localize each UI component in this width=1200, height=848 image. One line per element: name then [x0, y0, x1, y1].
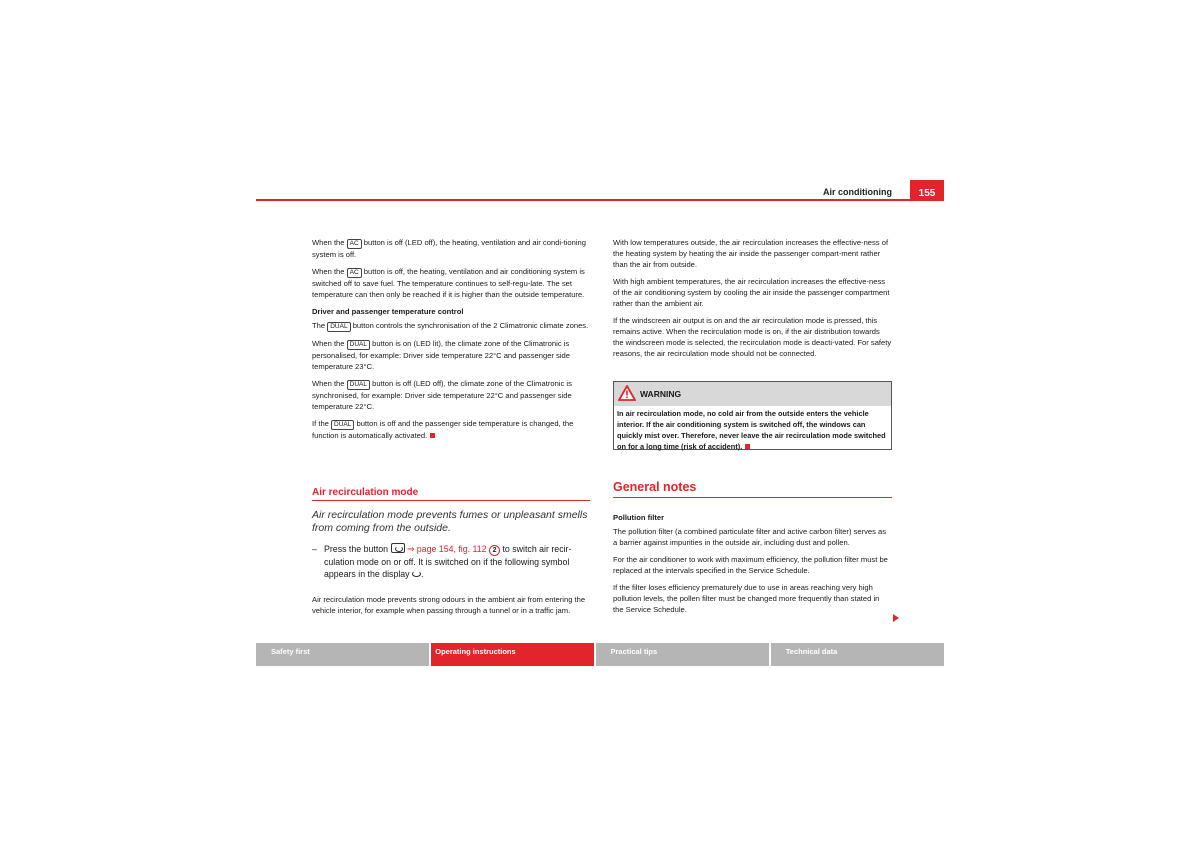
paragraph-dual-sync: The DUAL button controls the synchronisation of the 2 Climatronic climate zones.	[312, 321, 589, 330]
paragraph-dual-on: When the DUAL button is on (LED lit), the climate zone of the Climatronic is personalised, for example: Driver side temperature 22°C and passenger side temperature 23°C.	[312, 339, 570, 371]
callout-number: 2	[489, 545, 500, 556]
ac-key: AC	[347, 239, 362, 249]
temperature-control-subhead: Driver and passenger temperature control	[312, 307, 464, 316]
tab-practical-tips[interactable]: Practical tips	[596, 643, 769, 666]
general-notes-section	[613, 480, 892, 621]
air-recirculation-symbol-icon	[412, 571, 421, 577]
paragraph-dual-auto: If the DUAL button is off and the passenger side temperature is changed, the function is automatically activated.	[312, 419, 574, 440]
tab-safety-first[interactable]: Safety first	[256, 643, 429, 666]
paragraph-ac-fuel: When the AC button is off, the heating, ventilation and air conditioning system is switched off to save fuel. The temperature continues to self-regu-late. The set temperature can then only be reached if it is higher than the outside temperature.	[312, 267, 585, 299]
step-dash: –	[312, 544, 317, 554]
paragraph-filter-replace: For the air conditioner to work with maximum efficiency, the pollution filter must be replaced at the intervals specified in the Service Schedule.	[613, 555, 888, 575]
warning-title: WARNING	[640, 389, 682, 399]
paragraph-filter-purpose: The pollution filter (a combined particulate filter and active carbon filter) serves as a barrier against impurities in the outside air, including dust and pollen.	[613, 527, 887, 547]
air-recirculation-intro: Air recirculation mode prevents fumes or unpleasant smells from coming from the outside.	[312, 509, 588, 534]
instruction-step: – Press the button ⇒ page 154, fig. 112 2 to switch air recir-culation mode on or off. It is switched on if the following symbol appears in the display .	[312, 544, 572, 579]
paragraph-ac-off: When the AC button is off (LED off), the heating, ventilation and air condi-tioning system is off.	[312, 238, 586, 259]
pollution-filter-subhead: Pollution filter	[613, 513, 665, 522]
warning-triangle-icon	[618, 385, 636, 401]
warning-header	[614, 382, 891, 406]
chapter-title: Air conditioning	[823, 187, 892, 197]
right-column	[613, 237, 892, 365]
footer-navigation	[256, 643, 944, 666]
figure-reference-link[interactable]: ⇒ page 154, fig. 112	[406, 544, 487, 554]
general-notes-heading: General notes	[613, 480, 892, 498]
paragraph-dual-off: When the DUAL button is off (LED off), the climate zone of the Climatronic is synchronised, for example: Driver side temperature 22°C and passenger side temperature 22°C.	[312, 379, 572, 411]
warning-body: In air recirculation mode, no cold air from the outside enters the vehicle interior. If the air conditioning system is switched off, the windows can quickly mist over. Therefore, never leave the air recirculation mode switched on for a long time (risk of accident).	[617, 409, 886, 451]
paragraph-low-temp: With low temperatures outside, the air recirculation increases the effective-ness of the heating system by heating the air inside the passenger compart-ment rather than the air from outside.	[613, 238, 889, 269]
paragraph-windscreen: If the windscreen air output is on and the air recirculation mode is pressed, this remains active. When the recirculation mode is on, if the air distribution towards the windscreen mode is selected, the recirculation mode is deacti-vated. For safety reasons, the air recirculation mode should not be connected.	[613, 316, 892, 358]
air-recirculation-heading: Air recirculation mode	[312, 487, 590, 501]
dual-key: DUAL	[331, 420, 354, 430]
paragraph-filter-efficiency: If the filter loses efficiency prematurely due to use in areas reaching very high pollution levels, the pollen filter must be changed more frequently than stated in the Service Schedule.	[613, 583, 880, 614]
section-end-mark	[745, 444, 750, 449]
section-end-mark	[430, 433, 435, 438]
dual-key: DUAL	[347, 340, 370, 350]
left-column	[312, 237, 590, 447]
tab-technical-data[interactable]: Technical data	[771, 643, 944, 666]
general-notes-body	[613, 512, 892, 615]
dual-key: DUAL	[347, 380, 370, 390]
tab-operating-instructions[interactable]: Operating instructions	[431, 643, 593, 666]
continue-arrow-icon[interactable]	[893, 614, 899, 622]
warning-box	[613, 381, 892, 450]
paragraph-high-temp: With high ambient temperatures, the air recirculation increases the effective-ness of the air conditioning system by cooling the air inside the passenger compartment rather than the ambient air.	[613, 277, 890, 308]
air-recirculation-paragraph: Air recirculation mode prevents strong odours in the ambient air from entering the vehicle interior, for example when passing through a tunnel or in a traffic jam.	[312, 595, 586, 615]
air-recirculation-section	[312, 487, 590, 616]
air-recirculation-button-icon	[391, 543, 405, 553]
header-rule	[256, 199, 944, 201]
page-header	[256, 180, 944, 201]
page-number: 155	[910, 180, 944, 201]
ac-key: AC	[347, 268, 362, 278]
dual-key: DUAL	[327, 322, 350, 332]
